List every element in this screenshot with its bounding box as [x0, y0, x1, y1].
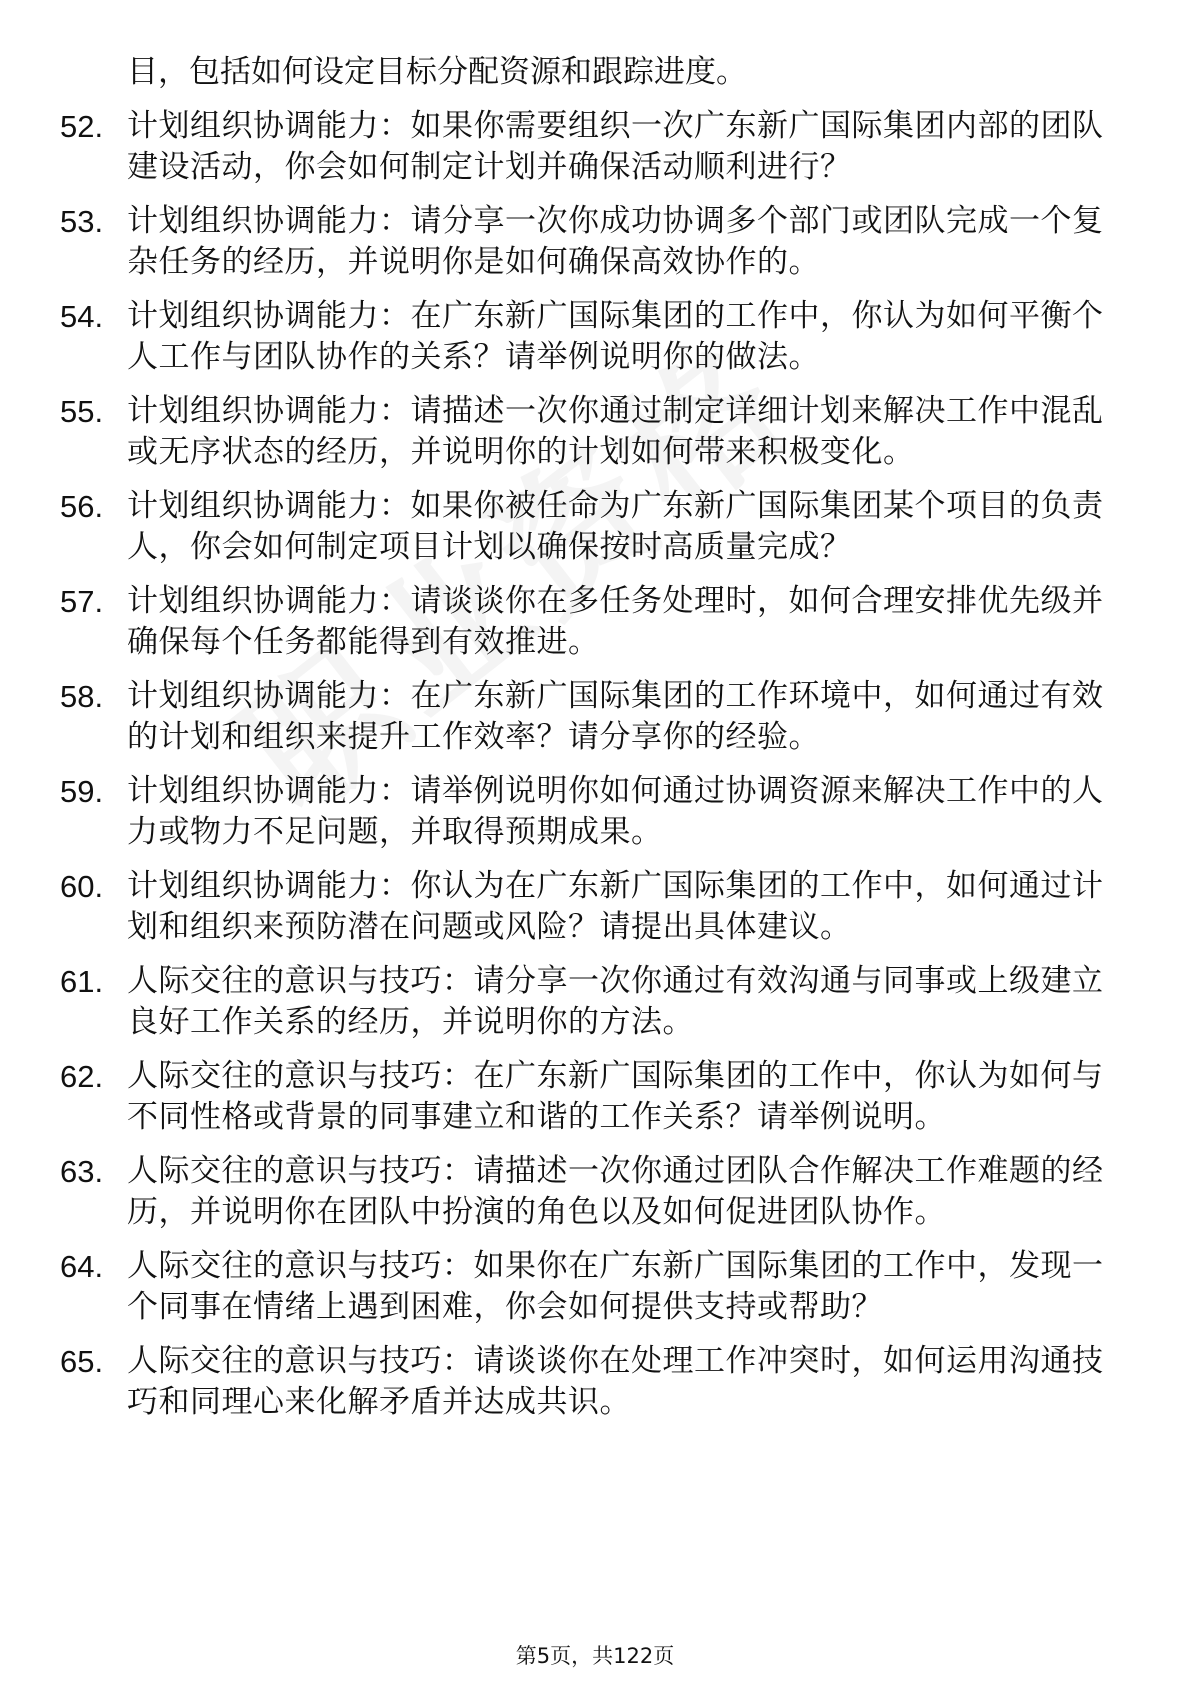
list-item [60, 201, 1120, 283]
list-item [60, 866, 1120, 948]
item-text: 计划组织协调能力：在广东新广国际集团的工作中，你认为如何平衡个人工作与团队协作的关系？请举例说明你的做法。 [127, 298, 1104, 375]
item-text: 人际交往的意识与技巧：如果你在广东新广国际集团的工作中，发现一个同事在情绪上遇到困难，你会如何提供支持或帮助？ [127, 1248, 1104, 1325]
item-text: 人际交往的意识与技巧：请谈谈你在处理工作冲突时，如何运用沟通技巧和同理心来化解矛盾并达成共识。 [127, 1343, 1104, 1420]
item-text: 计划组织协调能力：在广东新广国际集团的工作环境中，如何通过有效的计划和组织来提升工作效率？请分享你的经验。 [127, 678, 1104, 755]
item-number: 57. [60, 584, 104, 619]
item-text: 计划组织协调能力：请描述一次你通过制定详细计划来解决工作中混乱或无序状态的经历，并说明你的计划如何带来积极变化。 [127, 393, 1104, 470]
list-item [60, 581, 1120, 663]
list-item [60, 1151, 1120, 1233]
item-text: 计划组织协调能力：如果你需要组织一次广东新广国际集团内部的团队建设活动，你会如何制定计划并确保活动顺利进行？ [127, 108, 1104, 185]
item-number: 53. [60, 204, 104, 239]
list-item [60, 1341, 1120, 1423]
item-number: 61. [60, 964, 104, 999]
item-number: 62. [60, 1059, 104, 1094]
question-list [60, 52, 1120, 1436]
page-footer: 第5页，共122页 [515, 1644, 675, 1668]
item-number: 59. [60, 774, 104, 809]
item-text: 计划组织协调能力：请谈谈你在多任务处理时，如何合理安排优先级并确保每个任务都能得到有效推进。 [127, 583, 1104, 660]
continuation-text: 目，包括如何设定目标分配资源和跟踪进度。 [127, 54, 747, 90]
list-item [60, 106, 1120, 188]
item-text: 计划组织协调能力：请举例说明你如何通过协调资源来解决工作中的人力或物力不足问题，并取得预期成果。 [127, 773, 1104, 850]
item-number: 55. [60, 394, 104, 429]
item-number: 56. [60, 489, 104, 524]
item-text: 计划组织协调能力：请分享一次你成功协调多个部门或团队完成一个复杂任务的经历，并说明你是如何确保高效协作的。 [127, 203, 1104, 280]
list-item [60, 296, 1120, 378]
item-number: 63. [60, 1154, 104, 1189]
item-number: 54. [60, 299, 104, 334]
list-item [60, 771, 1120, 853]
item-text: 计划组织协调能力：你认为在广东新广国际集团的工作中，如何通过计划和组织来预防潜在问题或风险？请提出具体建议。 [127, 868, 1104, 945]
item-number: 60. [60, 869, 104, 904]
item-number: 58. [60, 679, 104, 714]
item-text: 人际交往的意识与技巧：请分享一次你通过有效沟通与同事或上级建立良好工作关系的经历，并说明你的方法。 [127, 963, 1104, 1040]
item-number: 52. [60, 109, 104, 144]
item-number: 64. [60, 1249, 104, 1284]
item-text: 计划组织协调能力：如果你被任命为广东新广国际集团某个项目的负责人，你会如何制定项目计划以确保按时高质量完成？ [127, 488, 1104, 565]
list-item [60, 1246, 1120, 1328]
list-item [60, 1056, 1120, 1138]
list-item [60, 676, 1120, 758]
item-text: 人际交往的意识与技巧：请描述一次你通过团队合作解决工作难题的经历，并说明你在团队中扮演的角色以及如何促进团队协作。 [127, 1153, 1104, 1230]
list-item [60, 961, 1120, 1043]
list-item [60, 391, 1120, 473]
item-number: 65. [60, 1344, 104, 1379]
list-item [60, 486, 1120, 568]
item-text: 人际交往的意识与技巧：在广东新广国际集团的工作中，你认为如何与不同性格或背景的同事建立和谐的工作关系？请举例说明。 [127, 1058, 1104, 1135]
